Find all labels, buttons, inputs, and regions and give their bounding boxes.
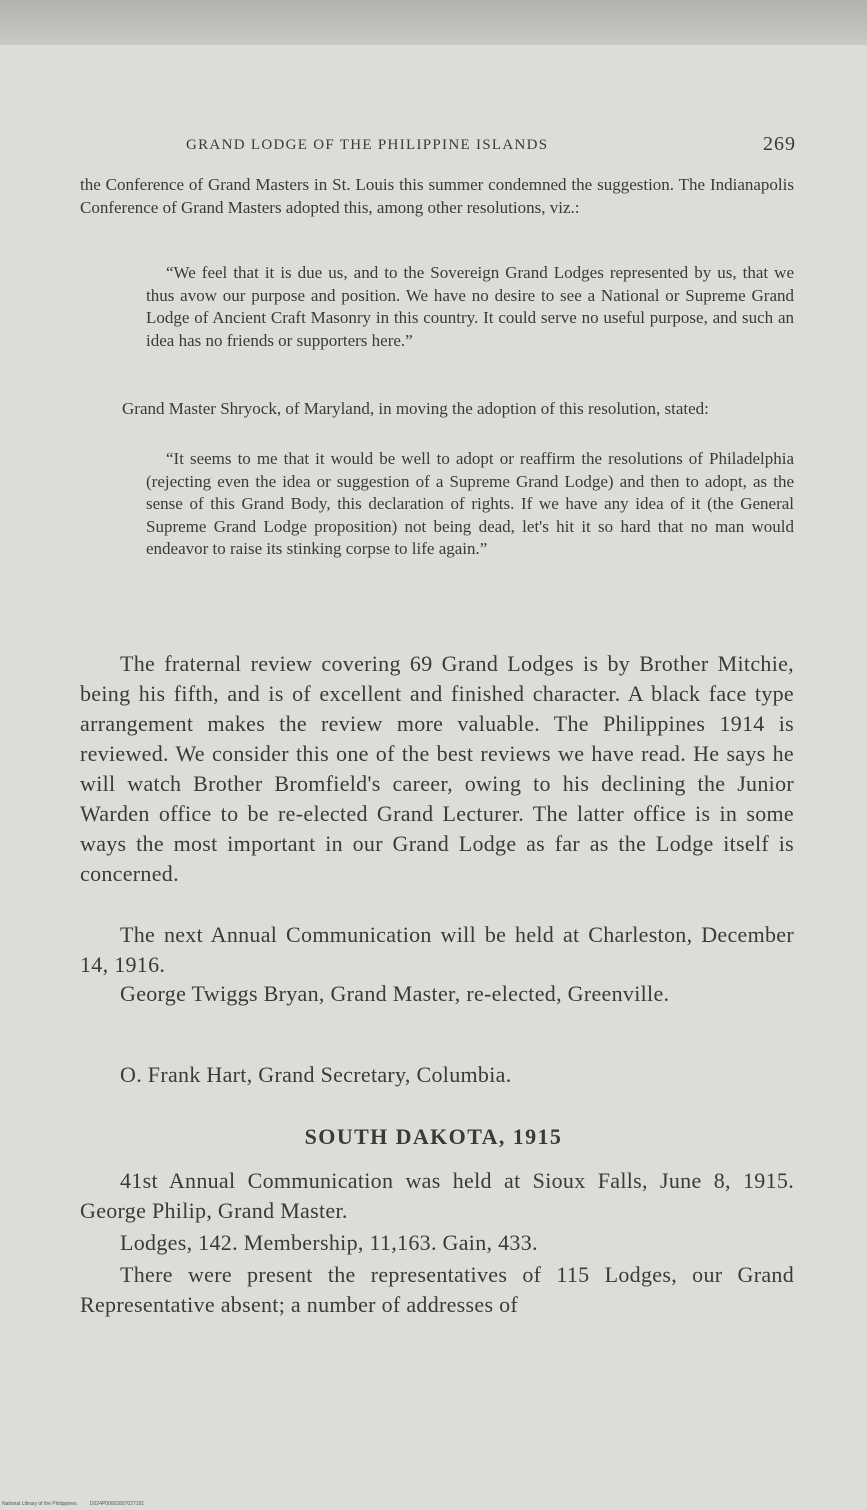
sd-comm-block bbox=[80, 1166, 794, 1226]
grand-secretary-block bbox=[80, 1060, 794, 1090]
grand-secretary-paragraph: O. Frank Hart, Grand Secretary, Columbia. bbox=[120, 1062, 512, 1087]
intro-block bbox=[80, 174, 794, 219]
shryock-block bbox=[80, 398, 794, 421]
scan-top-shadow bbox=[0, 0, 867, 45]
indianapolis-resolution-quote: “We feel that it is due us, and to the Sovereign Grand Lodges represented by us, that we thus avow our purpose and position. We have no desire to see a National or Supreme Grand Lodge of Ancient Craft Masonry in this country. It could serve no useful purpose, and such an idea has no friends or supporters here.” bbox=[146, 263, 794, 350]
footer-code: D024P00003897027191 bbox=[89, 1501, 145, 1507]
quote2-block bbox=[80, 448, 794, 561]
sd-stats-block bbox=[80, 1228, 794, 1258]
section-heading: SOUTH DAKOTA, 1915 bbox=[304, 1124, 563, 1149]
sd-communication-paragraph: 41st Annual Communication was held at Sioux Falls, June 8, 1915. George Philip, Grand Master. bbox=[80, 1168, 794, 1223]
page-number: 269 bbox=[763, 133, 796, 155]
review-block bbox=[80, 649, 794, 889]
sd-present-block bbox=[80, 1260, 794, 1320]
footer-library: National Library of the Philippines bbox=[2, 1501, 77, 1507]
grand-master-paragraph: George Twiggs Bryan, Grand Master, re-elected, Greenville. bbox=[120, 981, 670, 1006]
next-comm-block bbox=[80, 920, 794, 980]
review-paragraph: The fraternal review covering 69 Grand Lodges is by Brother Mitchie, being his fifth, and is of excellent and finished character. A black face type arrangement makes the review more valuable. The Philippines 1914 is reviewed. We consider this one of the best reviews we have read. He says he will watch Brother Bromfield's career, owing to his declining the Junior Warden office to be re-elected Grand Lecturer. The latter office is in some ways the most important in our Grand Lodge as far as the Lodge itself is concerned. bbox=[80, 651, 794, 886]
sd-present-paragraph: There were present the representatives of 115 Lodges, our Grand Representative absent; a number of addresses of bbox=[80, 1262, 794, 1317]
quote1-block bbox=[80, 262, 794, 352]
sd-stats-paragraph: Lodges, 142. Membership, 11,163. Gain, 433. bbox=[120, 1230, 538, 1255]
grand-master-block bbox=[80, 979, 794, 1009]
intro-paragraph: the Conference of Grand Masters in St. Louis this summer condemned the suggestion. The Indianapolis Conference of Grand Masters adopted this, among other resolutions, viz.: bbox=[80, 175, 794, 217]
shryock-paragraph: Grand Master Shryock, of Maryland, in moving the adoption of this resolution, stated: bbox=[122, 399, 709, 418]
next-communication-paragraph: The next Annual Communication will be held at Charleston, December 14, 1916. bbox=[80, 922, 794, 977]
running-header bbox=[186, 133, 796, 163]
shryock-quote: “It seems to me that it would be well to adopt or reaffirm the resolutions of Philadelphia (rejecting even the idea or suggestion of a Supreme Grand Lodge) and then to adopt, as the sense of this Grand Body, this declaration of rights. If we have any idea of it (the General Supreme Grand Lodge proposition) not being dead, let's hit it so hard that no man would endeavor to raise its stinking corpse to life again.” bbox=[146, 449, 794, 558]
scan-footer bbox=[2, 1501, 156, 1507]
running-header-title: GRAND LODGE OF THE PHILIPPINE ISLANDS bbox=[186, 137, 549, 153]
